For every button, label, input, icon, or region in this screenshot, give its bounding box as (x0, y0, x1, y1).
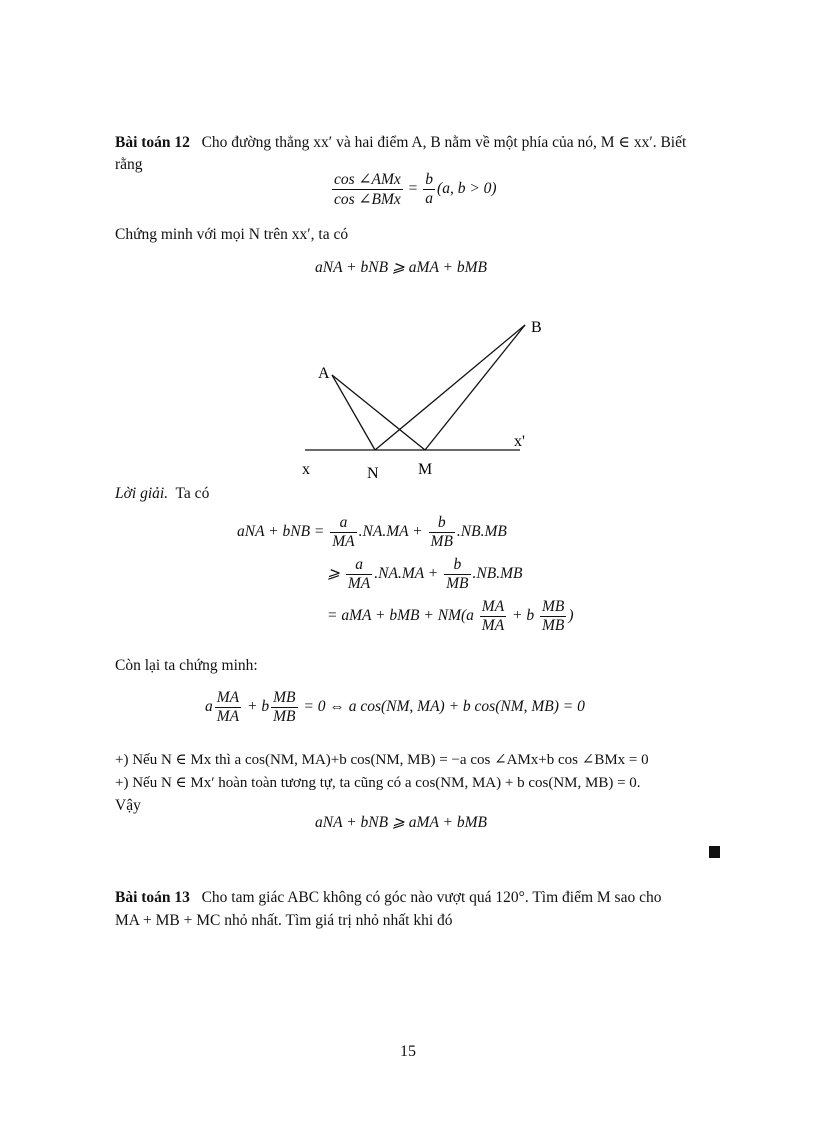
vay-text: Vậy (115, 797, 141, 814)
eq-line-3: = aMA + bMB + NM(a $\frac{MA}{MA}$ + b $\frac{MB}{MB}$ ) (327, 598, 574, 634)
label-A: A (318, 365, 330, 382)
case-2: +) Nếu N ∈ Mx′ hoàn toàn tương tự, ta cũng có a cos(NM, MA) + b cos(NM, MB) = 0. (115, 775, 641, 791)
remaining-text: Còn lại ta chứng minh: (115, 657, 258, 674)
problem-12-title: Bài toán 12 (115, 134, 190, 151)
qed-square (709, 846, 720, 858)
solution-intro: Lời giải. Ta có (115, 485, 210, 502)
eq-line-4: a $\frac{MA}{MA}$ + b $\frac{MB}{MB}$ = 0 ⇔ a cos(NM, MA) + b cos(NM, MB) = 0 (205, 689, 585, 725)
segment-AN (332, 375, 375, 450)
prove-text: Chứng minh với mọi N trên xx′, ta có (115, 226, 349, 243)
label-M: M (418, 461, 433, 478)
ratio-equation: $\frac{\text{cos ∠AMx}}{\text{cos ∠BMx}}$ = $\frac{b}{a}$ (a, b > 0) (334, 171, 497, 208)
final-inequality: aNA + bNB ⩾ aMA + bMB (315, 814, 487, 831)
ratio-fraction: $\frac{\text{cos ∠AMx}}{\text{cos ∠BMx}}$ (334, 171, 401, 208)
problem-13-line-2: MA + MB + MC nhỏ nhất. Tìm giá trị nhỏ nhất khi đó (115, 912, 453, 929)
problem-13-title: Bài toán 13 (115, 889, 190, 906)
label-N: N (367, 465, 379, 482)
main-inequality: aNA + bNB ⩾ aMA + bMB (315, 259, 487, 276)
case-1: +) Nếu N ∈ Mx thì a cos(NM, MA)+b cos(NM, MB) = −a cos ∠AMx+b cos ∠BMx = 0 (115, 752, 649, 768)
geometry-diagram (290, 310, 550, 490)
segment-BM (425, 325, 525, 450)
problem-12-line-2: rằng (115, 156, 143, 173)
solution-label: Lời giải. (115, 485, 169, 502)
segment-BN (375, 325, 525, 450)
problem-13-line-1: Bài toán 13 Cho tam giác ABC không có góc nào vượt quá 120°. Tìm điểm M sao cho (115, 889, 662, 906)
eq-line-2: ⩾ $\frac{a}{MA}$ .NA.MA + $\frac{b}{MB}$ .NB.MB (327, 556, 523, 592)
page-number: 15 (400, 1043, 416, 1060)
ratio-rhs-fraction: $\frac{b}{a}$ (425, 171, 434, 207)
label-B: B (531, 319, 542, 336)
eq-line-1: aNA + bNB = $\frac{a}{MA}$ .NA.MA + $\frac{b}{MB}$ .NB.MB (237, 514, 507, 550)
label-x: x (302, 461, 310, 478)
segment-AM (332, 375, 425, 450)
problem-12-line-1 (115, 133, 686, 152)
label-x-prime: x' (514, 433, 525, 450)
problem-12-statement: Cho đường thẳng xx′ và hai điểm A, B nằm về một phía của nó, M ∈ xx′. Biết (201, 134, 687, 151)
